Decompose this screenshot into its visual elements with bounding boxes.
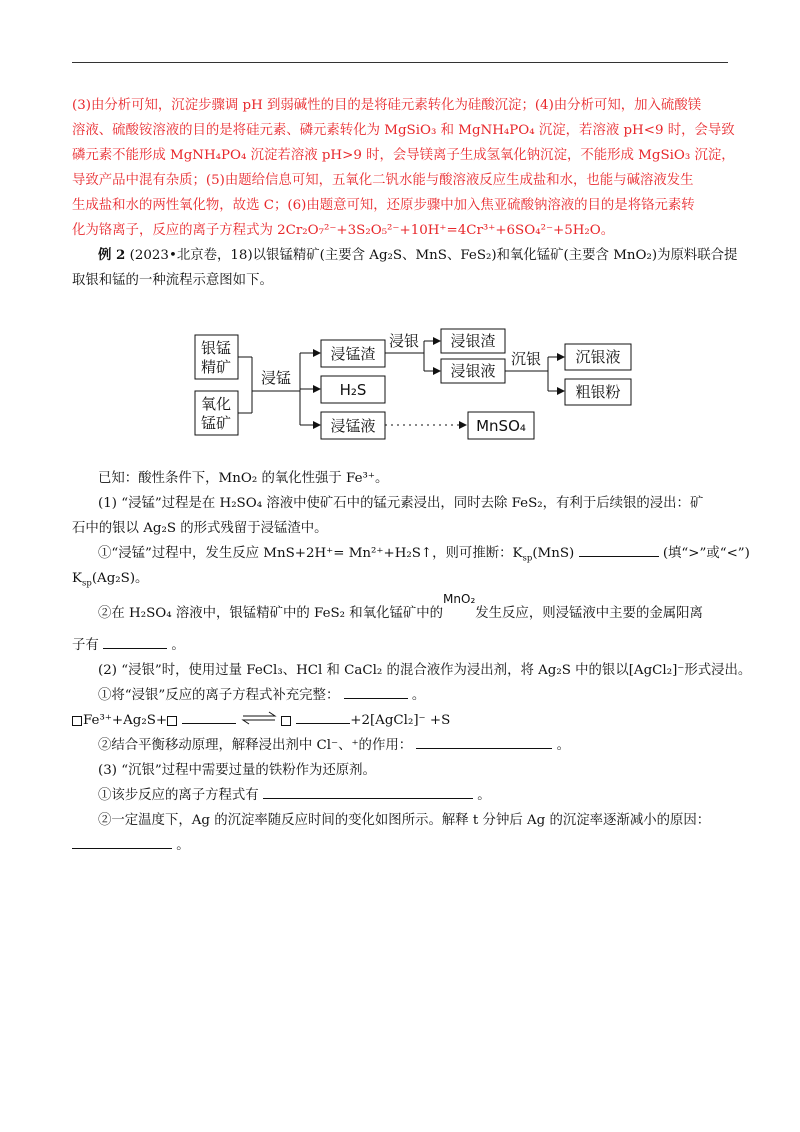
q1-part2-cont: 子有 。 [72,638,185,653]
analysis-line: 化为铬离子，反应的离子方程式为 2Cr₂O₇²⁻+3S₂O₅²⁻+10H⁺=4Cr³⁺+6SO₄²⁻+5H₂O。 [72,223,615,238]
analysis-line: 溶液、硫酸铵溶液的目的是将硅元素、磷元素转化为 MgSiO₃ 和 MgNH₄PO₄ 沉淀，若溶液 pH<9 时，会导致 [72,123,735,138]
q2-stem: (2) “浸银”时，使用过量 FeCl₃、HCl 和 CaCl₂ 的混合液作为浸出剂，将 Ag₂S 中的银以[AgCl₂]⁻形式浸出。 [98,663,752,678]
analysis-line: 磷元素不能形成 MgNH₄PO₄ 沉淀若溶液 pH>9 时，会导镁离子生成氢氧化钠沉淀，不能形成 MgSiO₃ 沉淀， [72,148,735,163]
answer-blank[interactable] [72,836,172,849]
svg-text:浸锰液: 浸锰液 [330,417,376,435]
svg-text:浸锰渣: 浸锰渣 [330,345,376,363]
q1-part2: ②在 H₂SO₄ 溶液中，银锰精矿中的 FeS₂ 和氧化锰矿中的MnO₂发生反应，则浸锰液中主要的金属阳离 [98,592,703,621]
analysis-paragraph [72,93,735,243]
header-rule [72,62,728,63]
q2-part1: ①将“浸银”反应的离子方程式补充完整： 。 [98,688,426,703]
questions [72,466,752,858]
step-precipitate-silver: 沉银 [510,350,542,368]
example-intro-text: (2023•北京卷，18)以银锰精矿(主要含 Ag₂S、MnS、FeS₂)和氧化锰矿(主要含 MnO₂)为原料联合提 [129,248,738,263]
known-condition: 已知：酸性条件下，MnO₂ 的氧化性强于 Fe³⁺。 [98,471,389,486]
raw1-line2: 精矿 [200,358,232,376]
example-intro [72,243,738,293]
answer-blank[interactable] [263,786,473,799]
svg-text:H₂S: H₂S [339,381,367,399]
svg-text:浸银渣: 浸银渣 [450,332,496,350]
svg-text:浸银液: 浸银液 [450,362,496,380]
q2-part2: ②结合平衡移动原理，解释浸出剂中 Cl⁻、⁺的作用： 。 [98,738,571,753]
raw2-line1: 氧化 [200,395,232,413]
q1-stem: (1) “浸锰”过程是在 H₂SO₄ 溶液中使矿石中的锰元素浸出，同时去除 FeS₂，有利于后续银的浸出：矿 [98,496,704,511]
q3-part1: ①该步反应的离子方程式有 。 [98,788,491,803]
example-intro-text-2: 取银和锰的一种流程示意图如下。 [72,273,273,288]
raw2-line2: 锰矿 [200,414,232,432]
answer-blank[interactable] [296,711,350,724]
q3-stem: (3) “沉银”过程中需要过量的铁粉作为还原剂。 [98,763,376,778]
coefficient-box[interactable] [167,716,177,726]
equilibrium-arrow-icon [241,712,277,724]
coefficient-box[interactable] [72,716,82,726]
analysis-line: (3)由分析可知，沉淀步骤调 pH 到弱碱性的目的是将硅元素转化为硅酸沉淀；(4)由分析可知，加入硫酸镁 [72,98,702,113]
q2-equation: Fe³⁺+Ag₂S+ +2[AgCl₂]⁻ +S [72,708,728,733]
q3-part2: ②一定温度下，Ag 的沉淀率随反应时间的变化如图所示。解释 t 分钟后 Ag 的沉淀率逐渐减小的原因： [98,813,711,828]
q1-part1: ①“浸锰”过程中，发生反应 MnS+2H⁺= Mn²⁺+H₂S↑，则可推断：$K_{sp}(MnS)$ (填“>”或“<”) [98,546,750,564]
answer-blank[interactable] [182,711,236,724]
answer-blank[interactable] [416,736,552,749]
q3-part2-cont: 。 [72,833,728,858]
q1-part1-cont: $K_{sp}(Ag_2S)$。 [72,571,149,589]
process-flowchart [190,329,650,441]
raw1-line1: 银锰 [200,339,232,357]
coefficient-box[interactable] [281,716,291,726]
answer-blank[interactable] [103,636,167,649]
analysis-line: 导致产品中混有杂质；(5)由题给信息可知，五氧化二钒水能与酸溶液反应生成盐和水，也能与碱溶液发生 [72,173,694,188]
example-label: 例 2 [98,247,126,263]
step-leach-silver: 浸银 [388,332,420,350]
q1-stem-2: 石中的银以 Ag₂S 的形式残留于浸锰渣中。 [72,521,328,536]
svg-text:MnSO₄: MnSO₄ [476,417,526,435]
svg-text:沉银液: 沉银液 [575,348,621,366]
svg-text:粗银粉: 粗银粉 [575,383,621,401]
step-leach-manganese: 浸锰 [260,369,292,387]
answer-blank[interactable] [344,686,408,699]
answer-blank[interactable] [579,544,659,557]
analysis-line: 生成盐和水的两性氧化物，故选 C；(6)由题意可知，还原步骤中加入焦亚硫酸钠溶液的目的是将铬元素转 [72,198,695,213]
